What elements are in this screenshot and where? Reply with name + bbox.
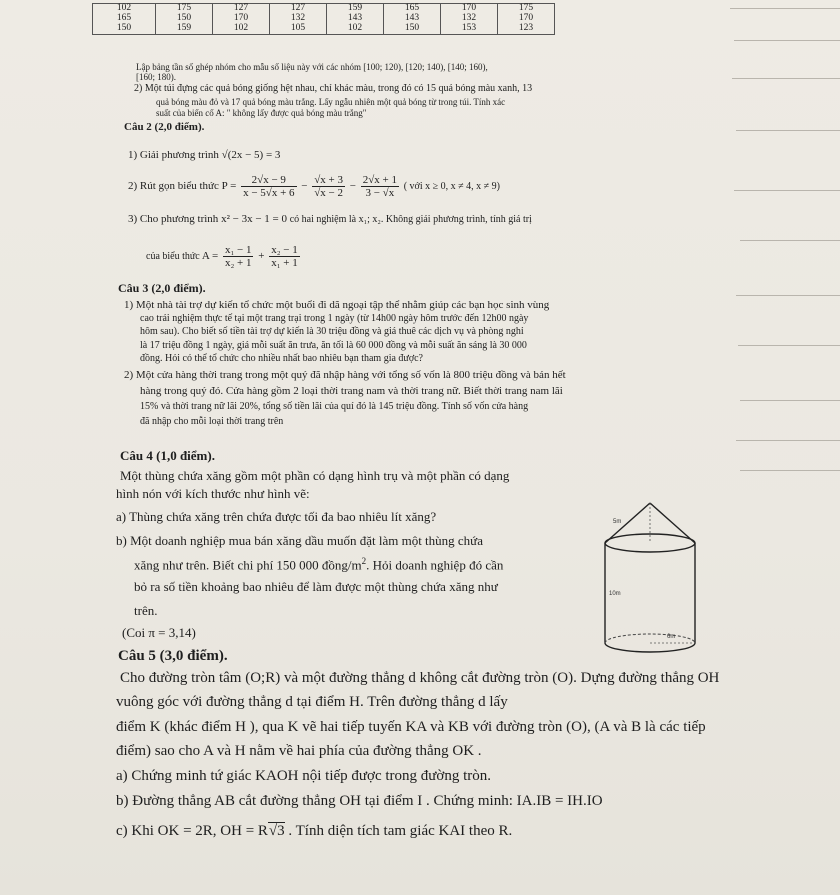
equation: x² − 3x − 1 = 0 xyxy=(221,213,287,225)
problem-text: xăng như trên. Biết chi phí 150 000 đồng/$m^2$. Hỏi doanh nghiệp đó cần xyxy=(134,556,504,573)
problem-text: đồng. Hỏi có thể tổ chức cho nhiều nhất bao nhiêu bạn tham gia được? xyxy=(140,353,423,364)
problem-text: 1) Một nhà tài trợ dự kiến tổ chức một buổi đi dã ngoại tập thể nhằm giúp các bạn học sinh vùng xyxy=(124,299,550,311)
problem-text: hình nón với kích thước như hình vẽ: xyxy=(116,486,310,501)
table-cell: 127 170 102 xyxy=(213,4,270,35)
problem-text: điểm K (khác điểm H ), qua K vẽ hai tiếp tuyến KA và KB với đường tròn (O), (A và B là các tiếp xyxy=(116,719,706,735)
question-heading: Câu 3 (2,0 điểm). xyxy=(118,281,206,295)
problem-text: 15% và thời trang nữ lãi 20%, tổng số tiền lãi của quí đó là 145 triệu đồng. Tính số vốn cửa hàng xyxy=(140,401,529,412)
ruled-line xyxy=(736,440,840,441)
problem-text: 1) Giải phương trình √(2x − 5) = 3 xyxy=(128,149,281,161)
ruled-line xyxy=(740,470,840,471)
question-heading: Câu 4 (1,0 điểm). xyxy=(120,448,215,463)
problem-text: 3) Cho phương trình x² − 3x − 1 = 0 có hai nghiệm là x₁; x₂. Không giải phương trình, tính giá trị xyxy=(128,213,532,225)
cylinder-bottom-back xyxy=(605,634,695,643)
problem-text: a) Thùng chứa xăng trên chứa được tối đa bao nhiêu lít xăng? xyxy=(116,509,437,524)
equation: √(2x − 5) = 3 xyxy=(221,149,281,161)
problem-text: (Coi π = 3,14) xyxy=(122,625,196,640)
ruled-line xyxy=(740,240,840,241)
problem-text: Cho đường tròn tâm (O;R) và một đường thẳng d không cắt đường tròn (O). Dựng đường thẳng OH xyxy=(120,670,720,686)
table-task-line: Lập bảng tần số ghép nhóm cho mẫu số liệu này với các nhóm [100; 120), [120; 140), [140; 160), xyxy=(136,62,488,72)
fuel-tank-figure xyxy=(595,495,705,670)
radius-label: 6m xyxy=(667,634,676,640)
table-task-line: [160; 180). xyxy=(136,72,176,82)
problem-text: của biểu thức A = $\frac{\text{x₁ − 1}}{\text{x₂ + 1}}$ + $\frac{\text{x₂ − 1}}{\text{x₁ + 1}}$ xyxy=(146,244,298,270)
problem-text: a) Chứng minh tứ giác KAOH nội tiếp được trong đường tròn. xyxy=(116,768,491,784)
problem-text: bỏ ra số tiền khoảng bao nhiêu để làm được một thùng chứa xăng như xyxy=(134,579,498,594)
problem-text: Một thùng chứa xăng gồm một phần có dạng hình trụ và một phần có dạng xyxy=(120,468,510,483)
problem-text: c) Khi OK = 2R, OH = R√3 . Tính diện tích tam giác KAI theo R. xyxy=(116,823,513,839)
ruled-line xyxy=(734,40,840,41)
problem-text: trên. xyxy=(134,603,158,618)
cylinder-bottom-front xyxy=(605,643,695,652)
question-heading: Câu 5 (3,0 điểm). xyxy=(118,648,228,664)
cone-right-edge xyxy=(650,503,695,543)
ruled-line xyxy=(730,8,840,9)
data-table xyxy=(92,3,555,35)
ruled-line xyxy=(732,78,840,79)
problem-text: b) Đường thẳng AB cắt đường thẳng OH tại điểm I . Chứng minh: IA.IB = IH.IO xyxy=(116,793,603,809)
ruled-line xyxy=(738,345,840,346)
table-cell: 127 132 105 xyxy=(270,4,327,35)
problem-text: hàng trong quý đó. Cửa hàng gồm 2 loại thời trang nam và thời trang nữ. Biết thời trang nam lãi xyxy=(140,385,563,397)
problem-text: vuông góc với đường thẳng d tại điểm H. Trên đường thẳng d lấy xyxy=(116,694,508,710)
problem-text: 2) Một túi đựng các quả bóng giống hệt nhau, chỉ khác màu, trong đó có 15 quả bóng màu xanh, 13 xyxy=(134,83,533,94)
table-cell: 170 132 153 xyxy=(441,4,498,35)
table-cell: 175 150 159 xyxy=(156,4,213,35)
problem-text: suất của biến cố A: " không lấy được quả bóng màu trắng" xyxy=(156,108,367,118)
problem-text: cao trải nghiệm thực tế tại một trang trại trong 1 ngày (từ 14h00 ngày hôm trước đến 12h00 ngày xyxy=(140,313,529,324)
cone-left-edge xyxy=(605,503,650,543)
cylinder-height-label: 10m xyxy=(609,591,621,597)
ruled-line xyxy=(736,295,840,296)
table-cell: 175 170 123 xyxy=(498,4,555,35)
problem-text: hôm sau). Cho biết số tiền tài trợ dự kiến là 30 triệu đồng và giá thuê các dịch vụ và phòng nghỉ xyxy=(140,326,524,337)
ruled-line xyxy=(740,400,840,401)
problem-text: đã nhập cho mỗi loại thời trang trên xyxy=(140,416,284,427)
table-cell: 102 165 150 xyxy=(93,4,156,35)
cone-height-label: 5m xyxy=(613,519,622,525)
problem-text: 2) Một cửa hàng thời trang trong một quý đã nhập hàng với tổng số vốn là 800 triệu đồng và bán hết xyxy=(124,369,566,381)
problem-text: quả bóng màu đỏ và 17 quả bóng màu trắng. Lấy ngẫu nhiên một quả bóng từ trong túi. Tính xác xyxy=(156,97,506,107)
ruled-line xyxy=(734,190,840,191)
question-heading: Câu 2 (2,0 điểm). xyxy=(124,121,205,133)
ruled-line xyxy=(736,130,840,131)
table-cell: 165 143 150 xyxy=(384,4,441,35)
problem-text: là 17 triệu đồng 1 ngày, giá mỗi suất ăn trưa, ăn tối là 60 000 đồng và mỗi suất ăn sáng là 30 000 xyxy=(140,340,527,351)
problem-text: điểm) sao cho A và H nằm về hai phía của đường thẳng OK . xyxy=(116,743,482,759)
problem-text: 2) Rút gọn biểu thức P = $\frac{2√x - 9}{x - 5√x + 6}$ − $\frac{√x + 3}{√x - 2}$ − $\frac{2√x + 1}{3 - √x}$ ( với x ≥ 0, x ≠ 4, x ≠ 9) xyxy=(128,174,500,200)
table-cell: 159 143 102 xyxy=(327,4,384,35)
problem-text: b) Một doanh nghiệp mua bán xăng dầu muốn đặt làm một thùng chứa xyxy=(116,533,484,548)
